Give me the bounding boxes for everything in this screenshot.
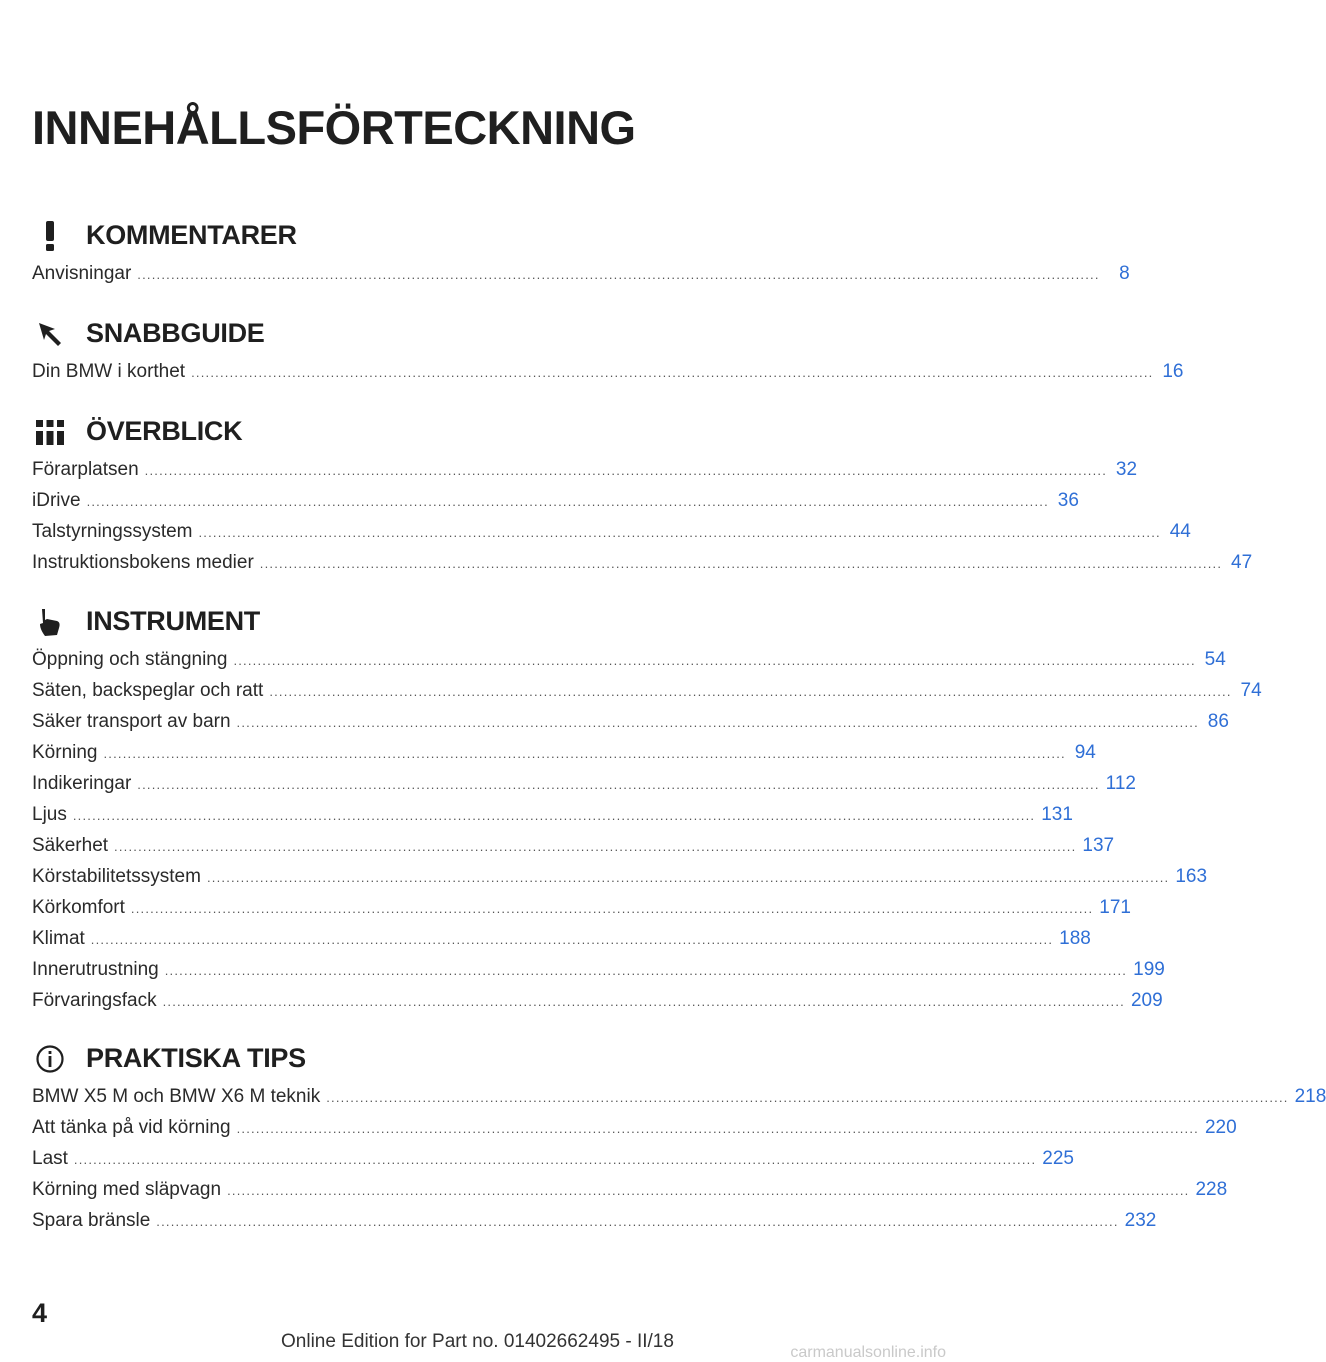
dot-leader: ........................................................................................................................................................................................................	[156, 1214, 1119, 1229]
toc-entry[interactable]	[32, 706, 1229, 737]
section-header	[32, 1037, 688, 1081]
entry-label: Säkerhet	[32, 835, 109, 856]
entry-page-link[interactable]: 163	[1175, 866, 1208, 887]
toc-entry[interactable]	[32, 454, 1138, 485]
entry-label: Förvaringsfack	[32, 990, 157, 1011]
toc-entry[interactable]	[32, 954, 1165, 985]
entry-label: Öppning och stängning	[32, 649, 228, 670]
entry-label: Klimat	[32, 928, 85, 949]
entry-label: Att tänka på vid körning	[32, 1117, 231, 1138]
entry-page-link[interactable]: 188	[1059, 928, 1091, 949]
entry-page-link[interactable]: 232	[1124, 1210, 1157, 1231]
section-overblick	[32, 410, 1253, 578]
dot-leader: ........................................................................................................................................................................................................	[137, 777, 1100, 792]
entry-page-link[interactable]: 32	[1115, 459, 1138, 480]
entry-label: Körkomfort	[32, 897, 125, 918]
pointer-arrow-icon	[34, 318, 66, 350]
entry-list	[32, 258, 1130, 289]
entry-page-link[interactable]: 199	[1133, 959, 1165, 980]
section-header	[32, 312, 688, 356]
section-title: PRAKTISKA TIPS	[86, 1043, 306, 1073]
entry-list	[32, 644, 1262, 1016]
entry-label: Spara bränsle	[32, 1210, 151, 1231]
section-instrument	[32, 600, 1262, 1016]
toc-entry[interactable]	[32, 1143, 1074, 1174]
dot-leader: ........................................................................................................................................................................................................	[114, 839, 1077, 854]
toc-entry[interactable]	[32, 892, 1131, 923]
section-title: SNABBGUIDE	[86, 318, 265, 348]
watermark: carmanualsonline.info	[790, 1344, 946, 1361]
entry-label: Körning	[32, 742, 98, 763]
entry-page-link[interactable]: 94	[1074, 742, 1096, 763]
dot-leader: ........................................................................................................................................................................................................	[269, 684, 1232, 699]
dot-leader: ........................................................................................................................................................................................................	[90, 932, 1054, 947]
section-header	[32, 600, 688, 644]
info-circle-icon	[34, 1043, 66, 1075]
entry-label: Din BMW i korthet	[32, 361, 186, 382]
entry-page-link[interactable]: 74	[1240, 680, 1262, 701]
dot-leader: ........................................................................................................................................................................................................	[144, 463, 1108, 478]
section-kommentarer	[32, 214, 1130, 289]
toc-entry[interactable]	[32, 485, 1079, 516]
toc-entry[interactable]	[32, 516, 1191, 547]
dot-leader: ........................................................................................................................................................................................................	[130, 901, 1094, 916]
entry-label: BMW X5 M och BMW X6 M teknik	[32, 1086, 321, 1107]
dot-leader: ........................................................................................................................................................................................................	[191, 365, 1154, 380]
entry-label: Säker transport av barn	[32, 711, 231, 732]
entry-list	[32, 356, 1184, 387]
dot-leader: ........................................................................................................................................................................................................	[236, 1121, 1199, 1136]
entry-page-link[interactable]: 54	[1204, 649, 1226, 670]
entry-label: Körning med släpvagn	[32, 1179, 222, 1200]
entry-page-link[interactable]: 47	[1231, 552, 1253, 573]
page-title: INNEHÅLLSFÖRTECKNING	[32, 101, 636, 154]
entry-page-link[interactable]: 218	[1294, 1086, 1326, 1107]
page-number: 4	[32, 1298, 48, 1328]
toc-entry[interactable]	[32, 1205, 1157, 1236]
entry-label: Ljus	[32, 804, 67, 825]
entry-page-link[interactable]: 131	[1041, 804, 1073, 825]
toc-entry[interactable]	[32, 923, 1091, 954]
dot-leader: ........................................................................................................................................................................................................	[72, 808, 1036, 823]
dot-leader: ........................................................................................................................................................................................................	[73, 1152, 1037, 1167]
entry-label: Anvisningar	[32, 263, 132, 284]
toc-entry[interactable]	[32, 644, 1226, 675]
exclamation-icon	[34, 220, 66, 252]
section-header	[32, 410, 688, 454]
hand-pointer-icon	[34, 606, 66, 638]
dot-leader: ........................................................................................................................................................................................................	[162, 994, 1125, 1009]
entry-label: Säten, backspeglar och ratt	[32, 680, 264, 701]
dot-leader: ........................................................................................................................................................................................................	[86, 494, 1049, 509]
toc-entry[interactable]	[32, 768, 1136, 799]
entry-page-link[interactable]: 16	[1162, 361, 1184, 382]
entry-page-link[interactable]: 209	[1130, 990, 1163, 1011]
entry-page-link[interactable]: 112	[1105, 773, 1136, 794]
entry-label: Innerutrustning	[32, 959, 159, 980]
toc-entry[interactable]	[32, 1174, 1228, 1205]
entry-label: Förarplatsen	[32, 459, 139, 480]
entry-page-link[interactable]: 228	[1195, 1179, 1228, 1200]
dot-leader: ........................................................................................................................................................................................................	[326, 1090, 1289, 1105]
entry-page-link[interactable]: 36	[1057, 490, 1079, 511]
entry-page-link[interactable]: 8	[1119, 263, 1130, 284]
toc-entry[interactable]	[32, 985, 1163, 1016]
toc-entry[interactable]	[32, 1081, 1326, 1112]
entry-page-link[interactable]: 171	[1099, 897, 1131, 918]
entry-label: Indikeringar	[32, 773, 132, 794]
section-title: KOMMENTARER	[86, 220, 297, 250]
entry-page-link[interactable]: 220	[1204, 1117, 1237, 1138]
section-header	[32, 214, 688, 258]
entry-label: Last	[32, 1148, 68, 1169]
toc-entry[interactable]	[32, 830, 1115, 861]
dot-leader: ........................................................................................................................................................................................................	[164, 963, 1128, 978]
dot-leader: ........................................................................................................................................................................................................	[103, 746, 1066, 761]
toc-entry[interactable]	[32, 1112, 1237, 1143]
entry-list	[32, 1081, 1326, 1236]
entry-label: Instruktionsbokens medier	[32, 552, 254, 573]
section-title: ÖVERBLICK	[86, 416, 243, 446]
dot-leader: ........................................................................................................................................................................................................	[198, 525, 1161, 540]
toc-entry[interactable]	[32, 547, 1253, 578]
footer-edition: Online Edition for Part no. 01402662495 - II/18	[281, 1331, 674, 1352]
section-snabbguide	[32, 312, 1184, 387]
entry-list	[32, 454, 1253, 578]
dot-leader: ........................................................................................................................................................................................................	[259, 556, 1223, 571]
dot-leader: ........................................................................................................................................................................................................	[233, 653, 1196, 668]
entry-label: iDrive	[32, 490, 81, 511]
entry-page-link[interactable]: 225	[1042, 1148, 1074, 1169]
toc-entry[interactable]	[32, 356, 1184, 387]
toc-entry[interactable]	[32, 258, 1130, 289]
section-praktiska-tips	[32, 1037, 1326, 1236]
toc-entry[interactable]	[32, 675, 1262, 706]
section-title: INSTRUMENT	[86, 606, 260, 636]
entry-label: Talstyrningssystem	[32, 521, 193, 542]
toc-entry[interactable]	[32, 737, 1096, 768]
entry-page-link[interactable]: 86	[1207, 711, 1229, 732]
toc-entry[interactable]	[32, 799, 1073, 830]
toc-entry[interactable]	[32, 861, 1208, 892]
dot-leader: ........................................................................................................................................................................................................	[227, 1183, 1190, 1198]
entry-page-link[interactable]: 44	[1169, 521, 1191, 542]
entry-page-link[interactable]: 137	[1082, 835, 1115, 856]
dot-leader: ........................................................................................................................................................................................................	[137, 267, 1100, 282]
dot-leader: ........................................................................................................................................................................................................	[206, 870, 1170, 885]
entry-label: Körstabilitetssystem	[32, 866, 201, 887]
dot-leader: ........................................................................................................................................................................................................	[236, 715, 1199, 730]
grid-icon	[34, 416, 66, 448]
